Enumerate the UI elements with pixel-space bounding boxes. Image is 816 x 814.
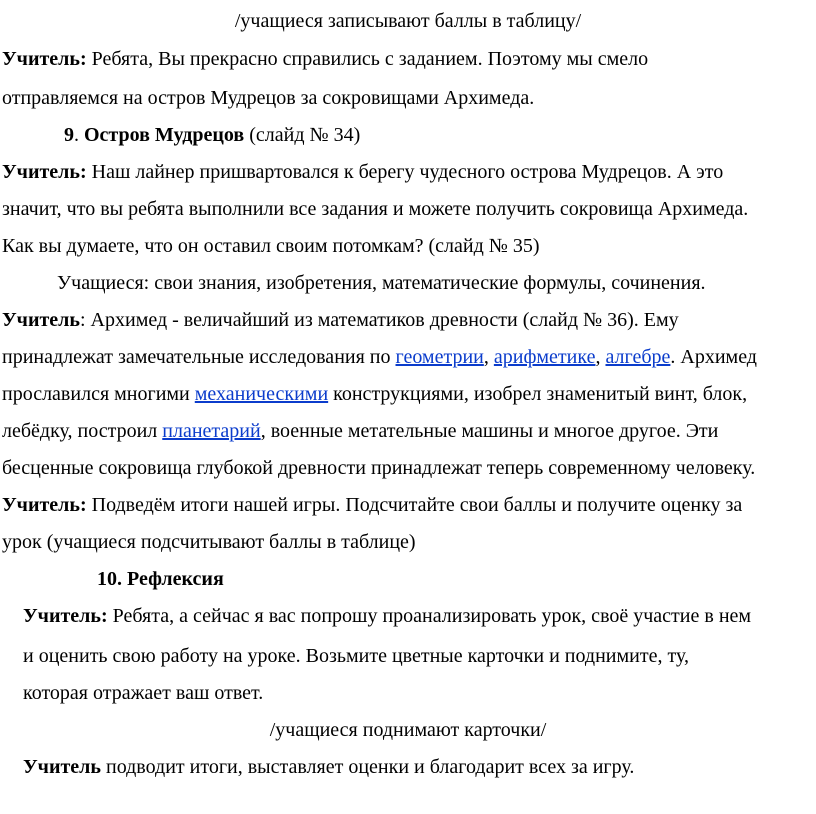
paragraph-line: значит, что вы ребята выполнили все задания и можете получить сокровища Архимеда.: [2, 198, 749, 220]
paragraph-line: бесценные сокровища глубокой древности принадлежат теперь современному человеку.: [2, 457, 756, 479]
link-geometry[interactable]: геометрии: [395, 346, 484, 368]
paragraph-line: Как вы думаете, что он оставил своим потомкам? (слайд № 35): [2, 235, 540, 257]
paragraph-line: урок (учащиеся подсчитывают баллы в таблице): [2, 531, 416, 553]
students-answer: Учащиеся: свои знания, изобретения, математические формулы, сочинения.: [57, 272, 706, 294]
paragraph-line: прославился многими механическими конструкциями, изобрел знаменитый винт, блок,: [2, 383, 748, 405]
speaker-label: Учитель: [23, 756, 101, 778]
paragraph-line: принадлежат замечательные исследования по геометрии, арифметике, алгебре. Архимед: [2, 346, 757, 368]
speaker-label: Учитель: [2, 309, 80, 331]
stage-direction-scores: /учащиеся записывают баллы в таблицу/: [234, 10, 582, 32]
link-algebra[interactable]: алгебре: [605, 346, 671, 368]
speaker-label: Учитель:: [2, 494, 87, 516]
paragraph-line: и оценить свою работу на уроке. Возьмите цветные карточки и поднимите, ту,: [23, 645, 689, 667]
teacher-line-6: Учитель подводит итоги, выставляет оценки и благодарит всех за игру.: [23, 756, 635, 778]
link-planetarium[interactable]: планетарий: [162, 420, 261, 442]
teacher-line-3: Учитель: Архимед - величайший из математиков древности (слайд № 36). Ему: [2, 309, 679, 331]
section-heading-9: 9. Остров Мудрецов (слайд № 34): [64, 124, 361, 146]
teacher-line-1: Учитель: Ребята, Вы прекрасно справились с заданием. Поэтому мы смело: [2, 48, 649, 70]
paragraph-line: лебёдку, построил планетарий, военные метательные машины и многое другое. Эти: [2, 420, 719, 442]
teacher-line-2: Учитель: Наш лайнер пришвартовался к берегу чудесного острова Мудрецов. А это: [2, 161, 724, 183]
link-mechanical[interactable]: механическими: [194, 383, 329, 405]
speaker-label: Учитель:: [2, 161, 87, 183]
paragraph-line: отправляемся на остров Мудрецов за сокровищами Архимеда.: [2, 87, 535, 109]
speaker-label: Учитель:: [2, 48, 87, 70]
link-arithmetic[interactable]: арифметике: [493, 346, 596, 368]
paragraph-line: которая отражает ваш ответ.: [23, 682, 264, 704]
section-heading-10: 10. Рефлексия: [97, 568, 224, 590]
teacher-line-4: Учитель: Подведём итоги нашей игры. Подсчитайте свои баллы и получите оценку за: [2, 494, 743, 516]
speaker-label: Учитель:: [23, 605, 108, 627]
teacher-line-5: Учитель: Ребята, а сейчас я вас попрошу проанализировать урок, своё участие в нем: [23, 605, 752, 627]
stage-direction-cards: /учащиеся поднимают карточки/: [269, 719, 547, 741]
